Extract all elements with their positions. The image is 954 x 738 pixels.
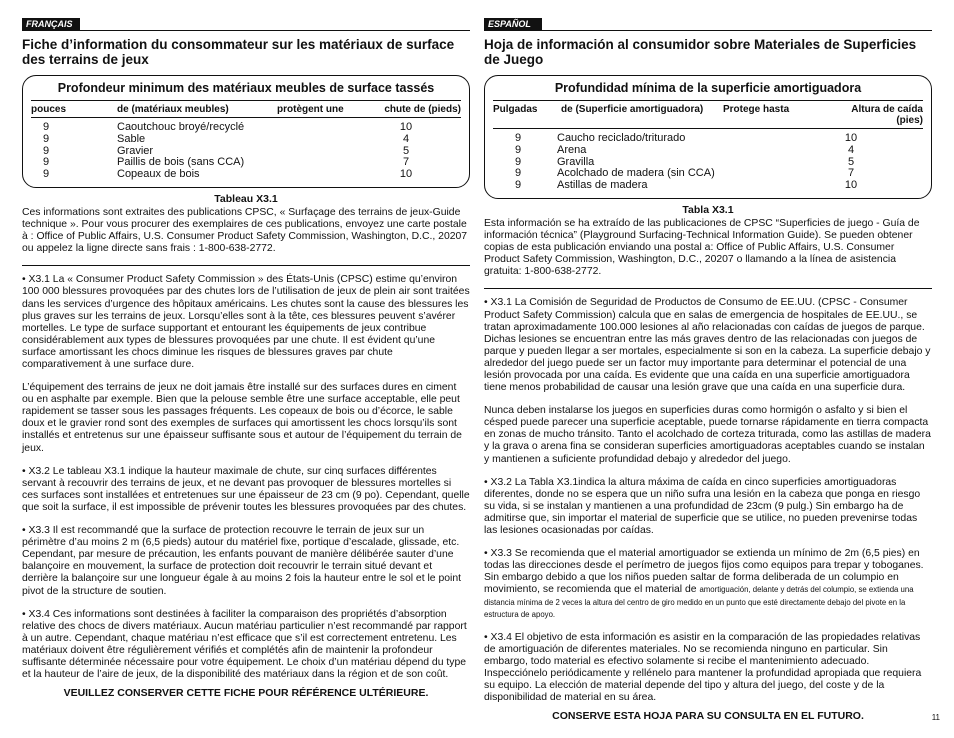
language-tag: FRANÇAIS [22,18,80,30]
cell-depth: 9 [43,132,50,145]
table-title: Profondeur minimum des matériaux meubles de surface tassés [57,81,435,95]
cell-depth: 9 [515,132,522,144]
table-header [493,100,923,129]
paragraph-hard-surfaces: Nunca deben instalarse los juegos en superficies duras como hormigón o asfalto y si bien el césped puede parecer una superficie aceptable, puede tornarse rápidamente en tierra compacta en zonas de mucho tránsito. Tanto el acolchado de corteza triturada, como las astillas de madera y la grava o arena fina se consideran superficies amortiguadoras aceptables cuando se instalan y mantienen a suficiente profundidad debajo y alrededor del juego. [484,405,931,465]
table-row [31,122,461,134]
cell-depth: 9 [43,156,50,169]
language-bar [484,18,932,31]
table-row [31,134,461,146]
cell-material: Caucho reciclado/triturado [557,132,686,144]
cell-material: Astillas de madera [557,179,648,192]
intro-paragraph: Esta información se ha extraído de las publicaciones de CPSC “Superficies de juego - Guía de información técnica” (Playground Surfacing-Technical Information Guide). Se pueden obtener copias de esta publicación enviando una postal a: Office of Public Affairs, U.S. Consumer Product Safety Commission, Washington, D.C., 20207 o llamando a la línea de asistencia gratuita: 1-800-638-2772. [484,217,920,278]
language-bar [22,18,470,31]
depth-table [484,75,932,199]
cell-material: Gravilla [557,155,595,168]
paragraph-x3-2: • X3.2 La Tabla X3.1indica la altura máxima de caída en cinco superficies amortiguadoras diferentes, donde no se espera que un niño sufra una lesión en la cabeza que ponga en riesgo su vida, si se instalan y mantienen a una profundidad de 23cm (9 pulg.) Sin embargo ha de admitirse que, sin importar el material de superficie que se utilice, no pueden prevenirse todas las lesiones ocasionadas por caídas. [484,476,921,537]
header-material: de (Superficie amortiguadora) [561,104,704,115]
cell-depth: 9 [43,121,50,133]
cell-height: 4 [402,132,410,145]
section-divider [484,288,932,289]
page-number: 11 [931,713,940,722]
paragraph-hard-surfaces: L’équipement des terrains de jeux ne doit jamais être installé sur des surfaces dures en ciment ou en asphalte par exemple. Bien que la pelouse semble être une surface acceptable, elle peut rapidement se tasser sous les passages fréquents. Les copeaux de bois ou d’écorce, le sable doux et le gravier rond sont des exemples de surfaces qui amortissent les chocs lorsqu’ils sont installés et entretenus sur une épaisseur suffisante sous et autour de l’équipement du terrain de jeux. [22,382,462,454]
table-row [31,157,461,169]
intro-paragraph: Ces informations sont extraites des publications CPSC, « Surfaçage des terrains de jeux-Guide technique ». Pour vous procurer des exemplaires de ces publications, envoyez une carte postale à : Office of Public Affairs, U.S. Consumer Product Safety Commission, Washington, D.C., 20207 ou appelez la ligne directe sans frais : 1-800-638-2772. [22,206,468,255]
cell-height: 5 [847,155,855,168]
paragraph-x3-3: • X3.3 Il est recommandé que la surface de protection recouvre le terrain de jeux sur un périmètre d’au moins 2 m (6,5 pieds) autour du matériel fixe, portique d’escalade, glissade, etc. Cependant, par mesure de précaution, les enfants pouvant de manière délibérée sauter d’une balançoire en mouvement, la surface de protection doit recouvrir le terrain situé devant et derrière la balançoire sur une longueur égale à au moins 2 fois la hauteur entre le sol et le point pivot de la structure de soutien. [22,525,461,597]
paragraph-x3-3-main: • X3.3 Se recomienda que el material amortiguador se extienda un mínimo de 2m (6,5 pies) en todas las direcciones desde el perímetro de juegos fijos como equipos para trepar y toboganes. Sin embargo debido a que los niños pueden saltar de forma deliberada de un columpio en movimiento, se recomienda que el material de [484,548,924,596]
cell-height: 10 [844,179,858,192]
paragraph-x3-3-small: amortiguación, delante y detrás del columpio, se extienda una distancia mínima de 2 veces la altura del centro de giro medido en un punto que esté directamente debajo del pivote en la estructura de apoyo. [484,585,914,619]
header-fall-height: chute de (pieds) [384,104,461,115]
paragraph-x3-3 [484,548,932,621]
cell-material: Acolchado de madera (sin CCA) [557,167,715,180]
paragraph-x3-1: • X3.1 La « Consumer Product Safety Commission » des États-Unis (CPSC) estime qu’environ 100 000 blessures provoquées par des chutes lors de l’utilisation de jeux de plein air sont traitées dans les services d’urgence des hôpitaux américains. Les chutes sont la cause des blessures les plus graves sur les terrains de jeux. Lorsqu’elles sont à la tête, ces blessures peuvent s’avérer mortelles. Le type de surface supportant et entourant les équipements de jeux contribue considérablement aux types de blessures provoquées par une chute. Il est évident qu’une surface amortissant les chocs diminue les risques de blessures graves par chute comparativement à une surface dure. [22,274,470,371]
cell-height: 4 [847,143,855,156]
cell-material: Sable [117,132,146,145]
header-inches: pouces [31,104,67,115]
header-material: de (matériaux meubles) [117,104,229,115]
footer-notice: VEUILLEZ CONSERVER CETTE FICHE POUR RÉFÉRENCE ULTÉRIEURE. [63,687,429,700]
cell-depth: 9 [515,167,522,180]
cell-material: Gravier [117,144,154,157]
table-header [31,100,461,118]
header-fall-height: Altura de caída (pies) [851,104,923,126]
cell-height: 10 [399,121,413,133]
paragraph-x3-4: • X3.4 El objetivo de esta información es asistir en la comparación de las propiedades relativas de amortiguación de diferentes materiales. No se recomienda ninguno en particular. Sin embargo, todo material es efectivo solamente si recibe el mantenimiento adecuado. Inspecciónelo periódicamente y rellénelo para mantener la profundidad apropiada que requiera su equipo. La elección de material depende del tipo y altura del juego, del coste y de la disponibilidad de material en su área. [484,631,922,704]
spanish-column [484,18,932,722]
table-row [31,169,461,181]
footer-notice: CONSERVE ESTA HOJA PARA SU CONSULTA EN EL FUTURO. [552,710,864,723]
cell-height: 7 [847,167,855,180]
cell-material: Arena [557,143,587,156]
cell-material: Paillis de bois (sans CCA) [117,156,245,169]
cell-depth: 9 [515,179,522,192]
page-title: Fiche d’information du consommateur sur les matériaux de surface des terrains de jeux [22,37,455,67]
cell-depth: 9 [515,155,522,168]
table-row [31,146,461,158]
table-row [493,145,923,157]
french-column [22,18,470,699]
header-protects: protègent une [277,104,344,115]
section-divider [22,265,470,266]
table-caption: Tableau X3.1 [214,192,278,205]
cell-material: Caoutchouc broyé/recyclé [117,121,245,133]
header-protects: Protege hasta [723,104,790,115]
header-inches: Pulgadas [493,104,538,115]
paragraph-x3-2: • X3.2 Le tableau X3.1 indique la hauteur maximale de chute, sur cinq surfaces différentes servant à recouvrir des terrains de jeux, et ne devant pas provoquer de blessures mortelles si ces surfaces sont installées et entretenues sur une épaisseur de 23 cm (9 po). Cependant, quelle que soit la surface, il est impossible de prévenir toutes les blessures provoquées par des chutes. [22,465,470,513]
paragraph-x3-1: • X3.1 La Comisión de Seguridad de Productos de Consumo de EE.UU. (CPSC - Consumer Product Safety Commission) calcula que en salas de emergencia de hospitales de EE.UU., se tratan aproximadamente 100.000 lesiones al año relacionadas con caídas de juegos de parque. Dichas lesiones se encuentran entre las más graves dentro de las relacionadas con juegos de parque y pueden llegar a ser mortales, especialmente si son en la cabeza. La superficie debajo y alrededor del juego puede ser un factor muy importante para determinar el potencial de una lesión provocada por una caída. Es evidente que una caída en una superficie amortiguadora tiene menos probabilidad de causar una lesión grave que una caída en una superficie dura. [484,297,931,394]
cell-height: 5 [402,144,410,157]
cell-depth: 9 [43,168,50,181]
paragraph-x3-4: • X3.4 Ces informations sont destinées à faciliter la comparaison des propriétés d’absorption relative des chocs de divers matériaux. Aucun matériau particulier n’est recommandé par rapport à un autre. Cependant, chaque matériau n’est efficace que s’il est correctement entretenu. Les matériaux doivent être régulièrement vérifiés et complétés afin de maintenir la profondeur suffisante déterminée nécessaire pour votre équipement. Le choix d’un matériau dépend du type et la hauteur de l’aire de jeux, de la disponibilité des matériaux dans la région et de son coût. [22,608,467,681]
cell-height: 7 [402,156,410,169]
page-title: Hoja de información al consumidor sobre Materiales de Superficies de Juego [484,37,917,67]
depth-table [22,75,470,188]
table-caption: Tabla X3.1 [682,203,734,216]
language-tag: ESPAÑOL [484,18,542,30]
table-row [493,180,923,192]
cell-height: 10 [399,168,413,181]
cell-depth: 9 [515,143,522,156]
cell-depth: 9 [43,144,50,157]
cell-material: Copeaux de bois [117,168,200,181]
table-title: Profundidad mínima de la superficie amortiguadora [554,81,862,95]
cell-height: 10 [844,132,858,144]
